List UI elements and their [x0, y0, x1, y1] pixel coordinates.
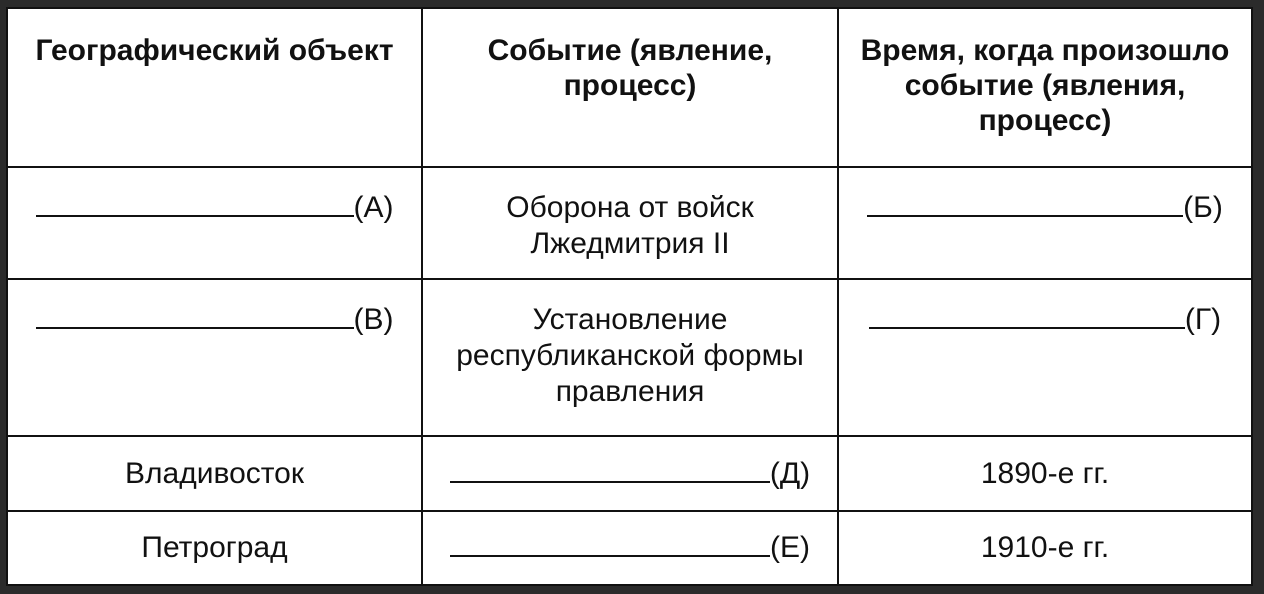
- cell-object: Петроград: [8, 511, 422, 584]
- cell-event-blank-e[interactable]: [422, 511, 838, 584]
- blank-marker: (Г): [1184, 303, 1222, 336]
- cell-time-blank-b[interactable]: [838, 167, 1251, 279]
- cell-time-blank-g[interactable]: [838, 279, 1251, 436]
- table-row: [8, 167, 1251, 279]
- blank-marker: (Д): [769, 456, 811, 490]
- blank-marker: (Е): [770, 531, 810, 564]
- answer-blank-line: [869, 305, 1185, 329]
- cell-event-blank-d[interactable]: [422, 436, 838, 511]
- table-header-row: [8, 9, 1251, 167]
- history-table: [8, 9, 1251, 584]
- answer-blank-line: [867, 193, 1183, 217]
- answer-blank-line: [36, 305, 354, 329]
- blank-marker: (Б): [1183, 191, 1223, 224]
- cell-object: Владивосток: [8, 436, 422, 511]
- table-frame: [6, 7, 1253, 586]
- answer-blank-line: [36, 193, 354, 217]
- header-time: Время, когда произошло событие (явления, процесс): [838, 9, 1251, 167]
- blank-marker: (А): [353, 191, 394, 224]
- header-geographic-object: Географический объект: [8, 9, 422, 167]
- cell-object-blank-a[interactable]: [8, 167, 422, 279]
- cell-event: Установление республиканской формы правления: [422, 279, 838, 436]
- table-row: [8, 436, 1251, 511]
- answer-blank-line: [450, 459, 770, 483]
- cell-time: 1890-е гг.: [838, 436, 1251, 511]
- cell-object-blank-v[interactable]: [8, 279, 422, 436]
- cell-time: 1910-е гг.: [838, 511, 1251, 584]
- cell-event: Оборона от войск Лжедмитрия II: [422, 167, 838, 279]
- table-row: [8, 279, 1251, 436]
- answer-blank-line: [450, 533, 770, 557]
- header-event: Событие (явление, процесс): [422, 9, 838, 167]
- table-row: [8, 511, 1251, 584]
- blank-marker: (В): [353, 303, 394, 336]
